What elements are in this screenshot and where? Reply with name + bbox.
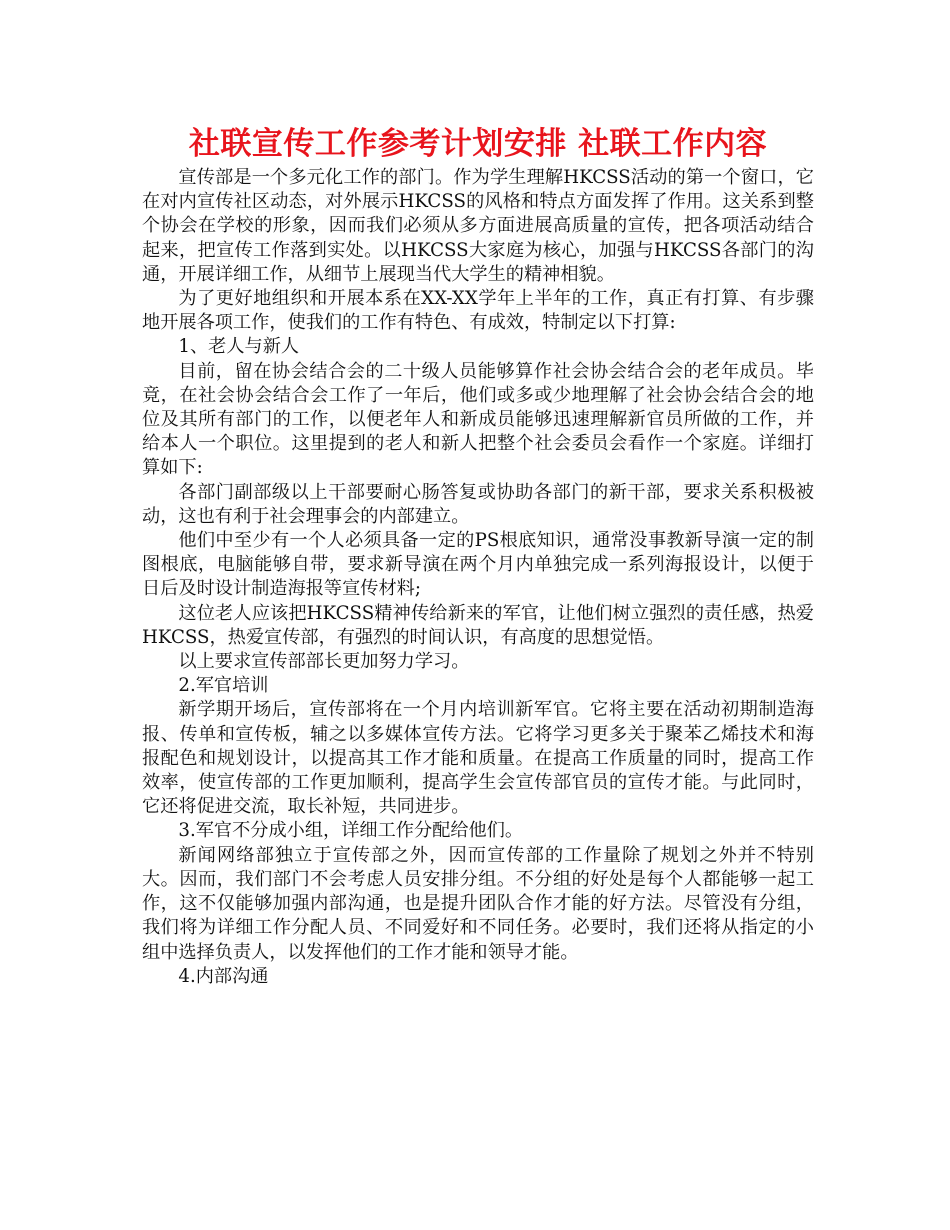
paragraph: 各部门副部级以上干部要耐心肠答复或协助各部门的新干部，要求关系积极被动，这也有利于社会理事会的内部建立。 (142, 481, 814, 527)
paragraph: 这位老人应该把HKCSS精神传给新来的军官，让他们树立强烈的责任感，热爱HKCSS，热爱宣传部，有强烈的时间认识，有高度的思想觉悟。 (142, 602, 814, 648)
document-page (142, 122, 814, 989)
paragraph: 新闻网络部独立于宣传部之外，因而宣传部的工作量除了规划之外并不特别大。因而，我们部门不会考虑人员安排分组。不分组的好处是每个人都能够一起工作，这不仅能够加强内部沟通，也是提升团队合作才能的好方法。尽管没有分组，我们将为详细工作分配人员、不同爱好和不同任务。必要时，我们还将从指定的小组中选择负责人，以发挥他们的工作才能和领导才能。 (142, 844, 814, 963)
document-title: 社联宣传工作参考计划安排 社联工作内容 (188, 126, 768, 162)
paragraph: 以上要求宣传部部长更加努力学习。 (178, 651, 470, 673)
paragraph-purpose: 为了更好地组织和开展本系在XX-XX学年上半年的工作，真正有打算、有步骤地开展各项工作，使我们的工作有特色、有成效，特制定以下打算: (142, 288, 814, 334)
section-heading-1: 1、老人与新人 (178, 336, 300, 358)
paragraph: 他们中至少有一个人必须具备一定的PS根底知识，通常没事教新导演一定的制图根底，电脑能够自带，要求新导演在两个月内单独完成一系列海报设计，以便于日后及时设计制造海报等宣传材料; (142, 530, 814, 600)
document-body (142, 166, 814, 989)
section-heading-2: 2.军官培训 (178, 675, 269, 697)
paragraph: 新学期开场后，宣传部将在一个月内培训新军官。它将主要在活动初期制造海报、传单和宣传板，辅之以多媒体宣传方法。它将学习更多关于聚苯乙烯技术和海报配色和规划设计，以提高其工作才能和质量。在提高工作质量的同时，提高工作效率，使宣传部的工作更加顺利，提高学生会宣传部官员的宣传才能。与此同时，它还将促进交流，取长补短，共同进步。 (142, 699, 814, 818)
section-heading-4: 4.内部沟通 (178, 965, 269, 987)
paragraph-intro: 宣传部是一个多元化工作的部门。作为学生理解HKCSS活动的第一个窗口，它在对内宣传社区动态，对外展示HKCSS的风格和特点方面发挥了作用。这关系到整个协会在学校的形象，因而我们必须从多方面进展高质量的宣传，把各项活动结合起来，把宣传工作落到实处。以HKCSS大家庭为核心，加强与HKCSS各部门的沟通，开展详细工作，从细节上展现当代大学生的精神相貌。 (142, 167, 814, 285)
section-heading-3: 3.军官不分成小组，详细工作分配给他们。 (178, 820, 524, 842)
paragraph: 目前，留在协会结合会的二十级人员能够算作社会协会结合会的老年成员。毕竟，在社会协会结合会工作了一年后，他们或多或少地理解了社会协会结合会的地位及其所有部门的工作，以便老年人和新成员能够迅速理解新官员所做的工作，并给本人一个职位。这里提到的老人和新人把整个社会委员会看作一个家庭。详细打算如下: (142, 360, 814, 479)
